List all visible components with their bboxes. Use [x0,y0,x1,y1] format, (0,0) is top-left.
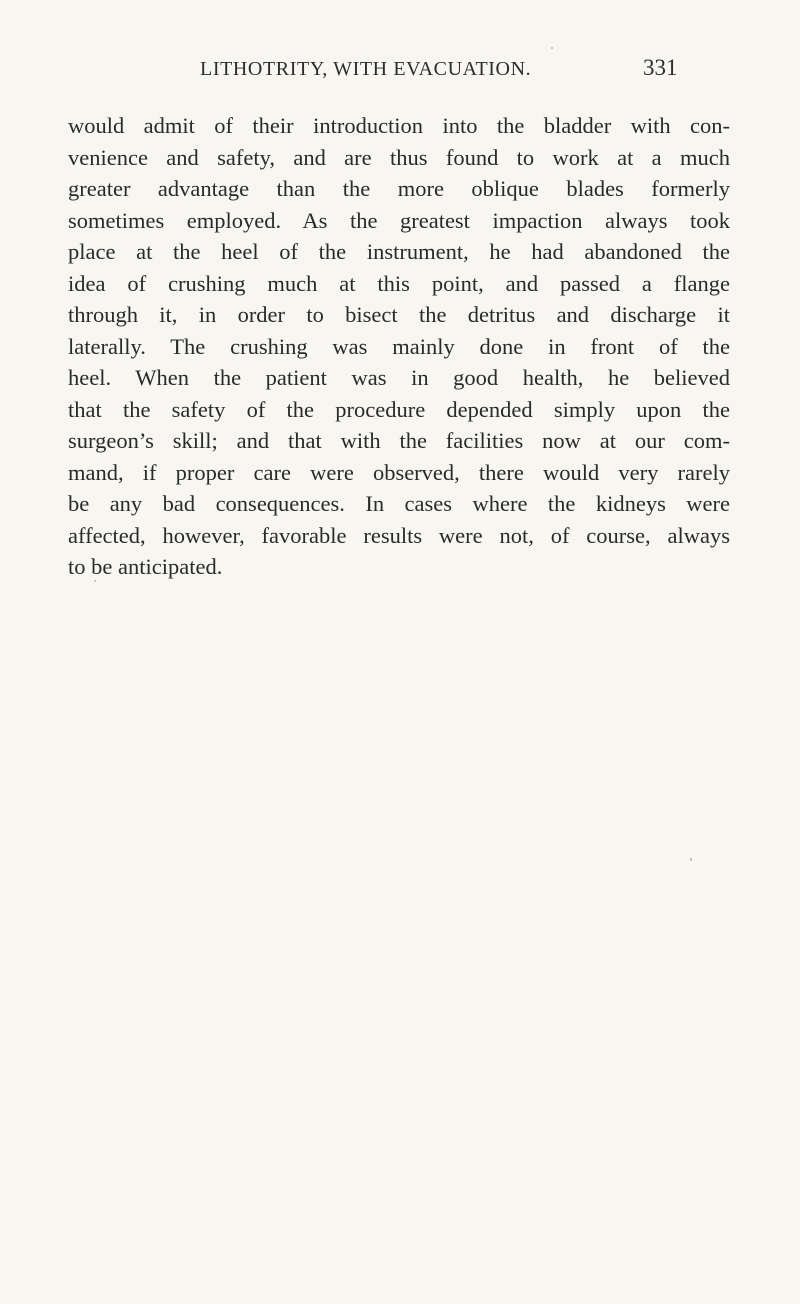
text-line: idea of crushing much at this point, and passed a flange [68,270,730,296]
paper-speck [94,580,96,582]
paper-speck [690,858,692,861]
text-line: greater advantage than the more oblique blades formerly [68,176,730,201]
running-head-title: LITHOTRITY, WITH EVACUATION. [200,58,532,80]
text-line: to be anticipated. [68,554,223,579]
text-line: heel. When the patient was in good health, he believed [68,365,730,390]
text-line: place at the heel of the instrument, he had abandoned the [68,239,730,264]
body-paragraph [68,110,730,583]
text-line: be any bad consequences. In cases where the kidneys were [68,491,730,516]
text-line: surgeon’s skill; and that with the facilities now at our com- [68,428,730,453]
text-line: laterally. The crushing was mainly done in front of the [68,333,730,359]
page-number: 331 [643,55,678,80]
text-line: through it, in order to bisect the detritus and discharge it [68,302,730,327]
text-line: would admit of their introduction into the bladder with con- [68,113,730,138]
text-line: venience and safety, and are thus found to work at a much [68,144,730,170]
text-line: sometimes employed. As the greatest impaction always took [68,207,730,233]
paper-speck [551,47,553,49]
text-line: that the safety of the procedure depended simply upon the [68,396,730,422]
text-line: mand, if proper care were observed, there would very rarely [68,459,730,485]
text-line: affected, however, favorable results were not, of course, always [68,522,730,548]
